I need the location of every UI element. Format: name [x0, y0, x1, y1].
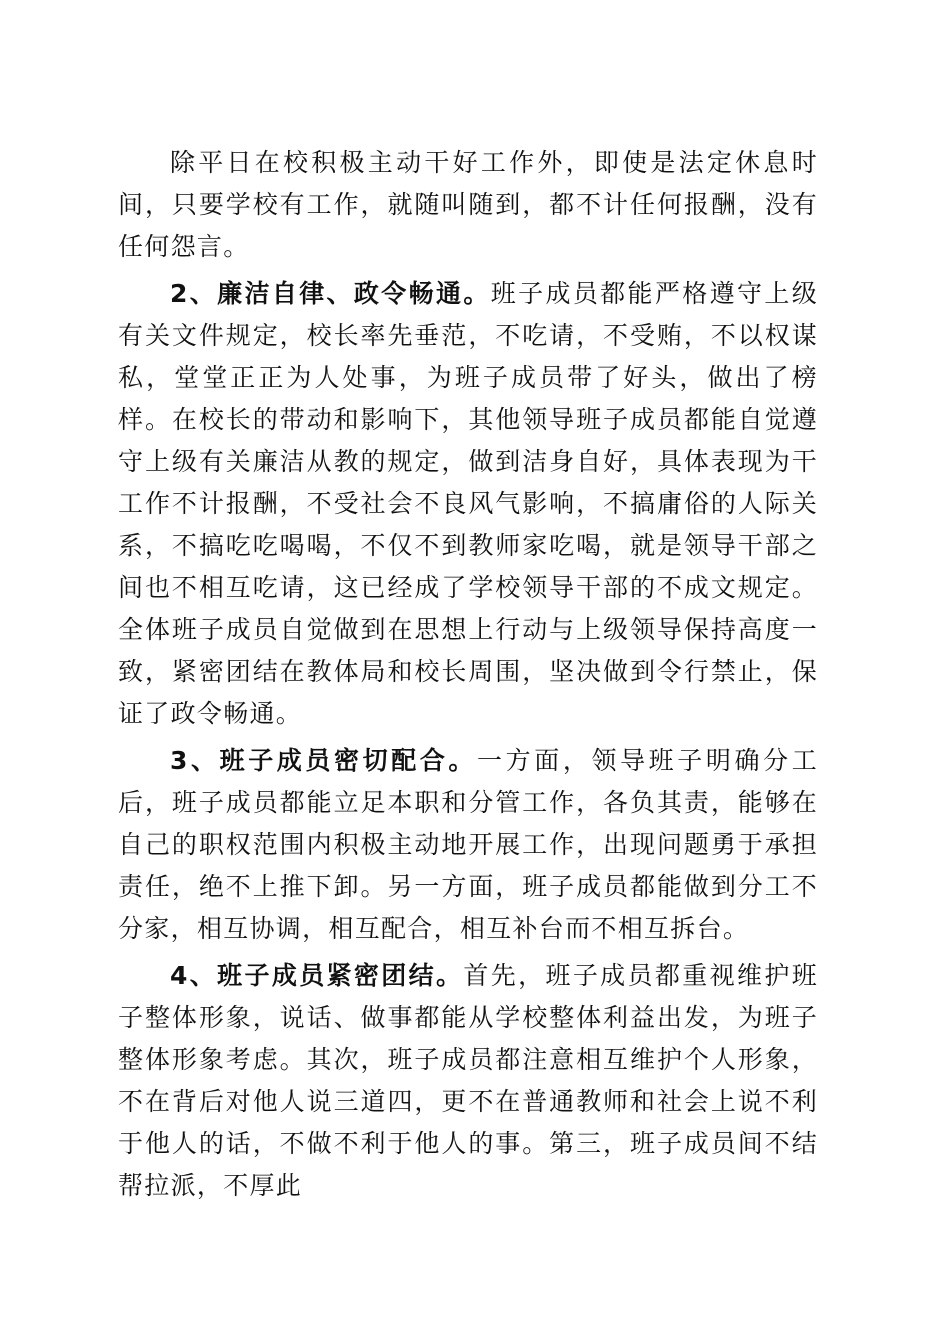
paragraph-2-text: 班子成员都能严格遵守上级有关文件规定，校长率先垂范，不吃请，不受贿，不以权谋私，堂堂正正为人处事，为班子成员带了好头，做出了榜样。在校长的带动和影响下，其他领导班子成员都能自觉遵守上级有关廉洁从教的规定，做到洁身自好，具体表现为干工作不计报酬，不受社会不良风气影响，不搞庸俗的人际关系，不搞吃吃喝喝，不仅不到教师家吃喝，就是领导干部之间也不相互吃请，这已经成了学校领导干部的不成文规定。全体班子成员自觉做到在思想上行动与上级领导保持高度一致，紧密团结在教体局和校长周围，坚决做到令行禁止，保证了政令畅通。 [118, 279, 819, 728]
paragraph-3-text: 一方面，领导班子明确分工后，班子成员都能立足本职和分管工作，各负其责，能够在自己的职权范围内积极主动地开展工作，出现问题勇于承担责任，绝不上推下卸。另一方面，班子成员都能做到分工不分家，相互协调，相互配合，相互补台而不相互拆台。 [118, 746, 818, 943]
paragraph-4-lead: 4、班子成员紧密团结。 [170, 961, 464, 990]
document-body [118, 142, 818, 1207]
paragraph-3 [118, 740, 818, 950]
paragraph-2-lead: 2、廉洁自律、政令畅通。 [170, 279, 491, 308]
paragraph-2 [118, 273, 818, 735]
paragraph-3-lead: 3、班子成员密切配合。 [170, 746, 478, 775]
paragraph-1 [118, 142, 818, 268]
paragraph-4-text: 首先，班子成员都重视维护班子整体形象，说话、做事都能从学校整体利益出发，为班子整体形象考虑。其次，班子成员都注意相互维护个人形象，不在背后对他人说三道四，更不在普通教师和社会上说不利于他人的话，不做不利于他人的事。第三，班子成员间不结帮拉派，不厚此 [118, 961, 819, 1200]
paragraph-1-text: 除平日在校积极主动干好工作外，即使是法定休息时间，只要学校有工作，就随叫随到，都不计任何报酬，没有任何怨言。 [118, 148, 818, 261]
paragraph-4 [118, 955, 818, 1207]
